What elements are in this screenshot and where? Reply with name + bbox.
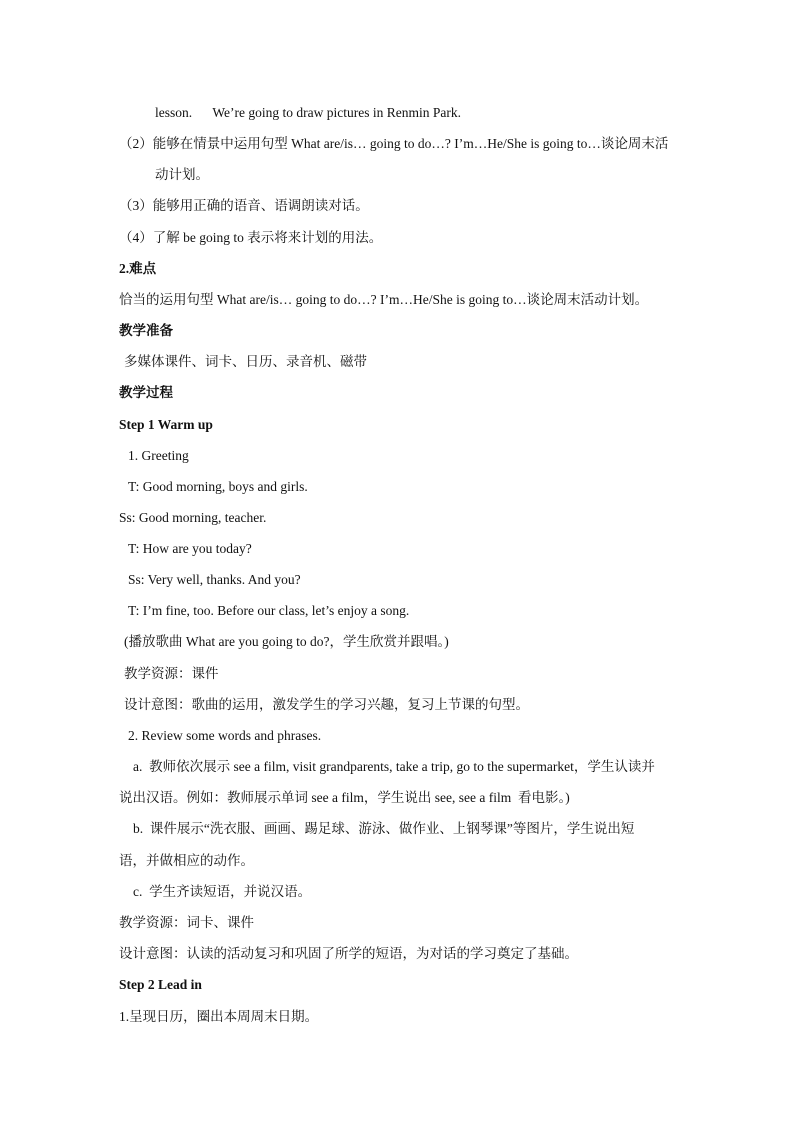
greeting-item: 1. Greeting [128,448,189,463]
review-item: 2. Review some words and phrases. [128,728,322,743]
preparation-heading: 教学准备 [119,323,173,338]
objective-line-continued: lesson. We’re going to draw pictures in Renmin Park. [155,105,461,120]
dialogue-line-4: Ss: Very well, thanks. And you? [128,572,301,587]
step-2-heading: Step 2 Lead in [119,977,202,992]
song-note: (播放歌曲 What are you going to do?，学生欣赏并跟唱。) [124,634,449,649]
review-c: c. 学生齐读短语，并说汉语。 [133,884,312,899]
preparation-text: 多媒体课件、词卡、日历、录音机、磁带 [124,354,367,369]
dialogue-line-2: Ss: Good morning, teacher. [119,510,267,525]
dialogue-line-5: T: I’m fine, too. Before our class, let’s enjoy a song. [128,603,410,618]
review-b-line-1: b. 课件展示“洗衣服、画画、踢足球、游泳、做作业、上钢琴课”等图片，学生说出短 [133,821,635,836]
design-intent-2: 设计意图：认读的活动复习和巩固了所学的短语，为对话的学习奠定了基础。 [119,946,578,961]
difficulty-text: 恰当的运用句型 What are/is… going to do…? I’m…He/She is going to…谈论周末活动计划。 [119,292,649,307]
resource-line-1: 教学资源：课件 [124,666,219,681]
dialogue-line-3: T: How are you today? [128,541,252,556]
objective-3: （3）能够用正确的语音、语调朗读对话。 [119,198,369,213]
difficulty-heading: 2.难点 [119,261,157,276]
review-a-line-2: 说出汉语。例如：教师展示单词 see a film，学生说出 see, see a film 看电影。) [119,790,570,805]
objective-2-line-1: （2）能够在情景中运用句型 What are/is… going to do…? I’m…He/She is going to…谈论周末活 [119,136,669,151]
review-a-line-1: a. 教师依次展示 see a film, visit grandparents, take a trip, go to the supermarket，学生认读并 [133,759,655,774]
objective-2-line-2: 动计划。 [155,167,209,182]
step-1-heading: Step 1 Warm up [119,417,213,432]
review-b-line-2: 语，并做相应的动作。 [119,853,254,868]
lead-in-item: 1.呈现日历，圈出本周周末日期。 [119,1009,319,1024]
resource-line-2: 教学资源：词卡、课件 [119,915,254,930]
dialogue-line-1: T: Good morning, boys and girls. [128,479,308,494]
design-intent-1: 设计意图：歌曲的运用，激发学生的学习兴趣，复习上节课的句型。 [124,697,529,712]
process-heading: 教学过程 [119,385,173,400]
objective-4: （4）了解 be going to 表示将来计划的用法。 [119,230,383,245]
